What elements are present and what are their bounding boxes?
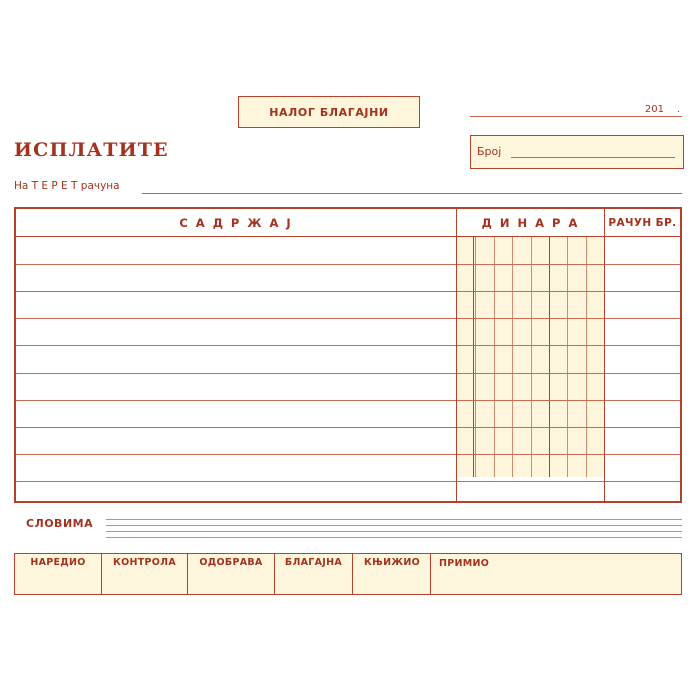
table-row[interactable]	[16, 345, 680, 346]
money-digit-rule	[531, 237, 532, 477]
column-header-sadrzaj: С А Д Р Ж А Ј	[179, 216, 293, 230]
amount-in-words-row	[14, 512, 682, 548]
column-header-dinara: Д И Н А Р А	[456, 209, 604, 237]
amount-in-words-label: СЛОВИМА	[26, 517, 94, 530]
entries-table	[14, 207, 682, 503]
date-dot-text: .	[676, 104, 680, 115]
money-digit-rule	[586, 237, 587, 477]
signature-cell-label: НАРЕДИО	[30, 557, 86, 568]
signature-cell-label: БЛАГАЈНА	[284, 557, 343, 568]
money-digit-rule	[549, 237, 550, 477]
table-row[interactable]	[16, 481, 680, 482]
money-zone-left-rule	[473, 237, 474, 477]
signature-cell-label: КЊИЖИО	[364, 557, 420, 568]
table-row[interactable]	[16, 427, 680, 428]
money-digit-rule	[494, 237, 495, 477]
form-title-box	[238, 96, 420, 128]
column-divider-racun	[604, 237, 605, 501]
signature-cell-5[interactable]	[352, 553, 432, 595]
page-title: ИСПЛАТИТЕ	[14, 139, 169, 161]
table-row[interactable]	[16, 291, 680, 292]
table-body	[16, 237, 680, 501]
number-label: Број	[477, 145, 502, 158]
signature-cell-2[interactable]	[101, 553, 189, 595]
signature-cell-label: КОНТРОЛА	[113, 557, 176, 568]
signature-boxes	[14, 553, 431, 595]
date-year-text: 201	[644, 104, 664, 115]
amount-in-words-input[interactable]	[106, 514, 682, 540]
table-row[interactable]	[16, 400, 680, 401]
column-header-racun: РАЧУН БР.	[604, 209, 680, 237]
signature-cell-4[interactable]	[274, 553, 354, 595]
money-digit-rule	[512, 237, 513, 477]
debit-account-input-rule[interactable]	[142, 193, 682, 194]
number-input-rule[interactable]	[511, 157, 675, 158]
table-header-row	[16, 209, 680, 237]
receiver-box[interactable]	[430, 553, 682, 595]
money-digit-rule	[475, 237, 476, 477]
column-divider-dinara	[456, 237, 457, 501]
table-row[interactable]	[16, 264, 680, 265]
signature-cell-3[interactable]	[187, 553, 275, 595]
form-title-text: НАЛОГ БЛАГАЈНИ	[269, 105, 389, 119]
table-row[interactable]	[16, 318, 680, 319]
money-digit-rule	[567, 237, 568, 477]
words-rule-4	[106, 532, 682, 538]
signature-cell-label: ОДОБРАВА	[199, 557, 263, 568]
table-row[interactable]	[16, 373, 680, 374]
number-field-box[interactable]	[470, 135, 684, 169]
debit-account-label: На Т Е Р Е Т рачуна	[14, 180, 120, 192]
debit-account-row	[14, 180, 682, 196]
date-field[interactable]	[470, 96, 682, 117]
signature-cell-1[interactable]	[14, 553, 102, 595]
receiver-label: ПРИМИО	[439, 558, 490, 569]
table-row[interactable]	[16, 454, 680, 455]
